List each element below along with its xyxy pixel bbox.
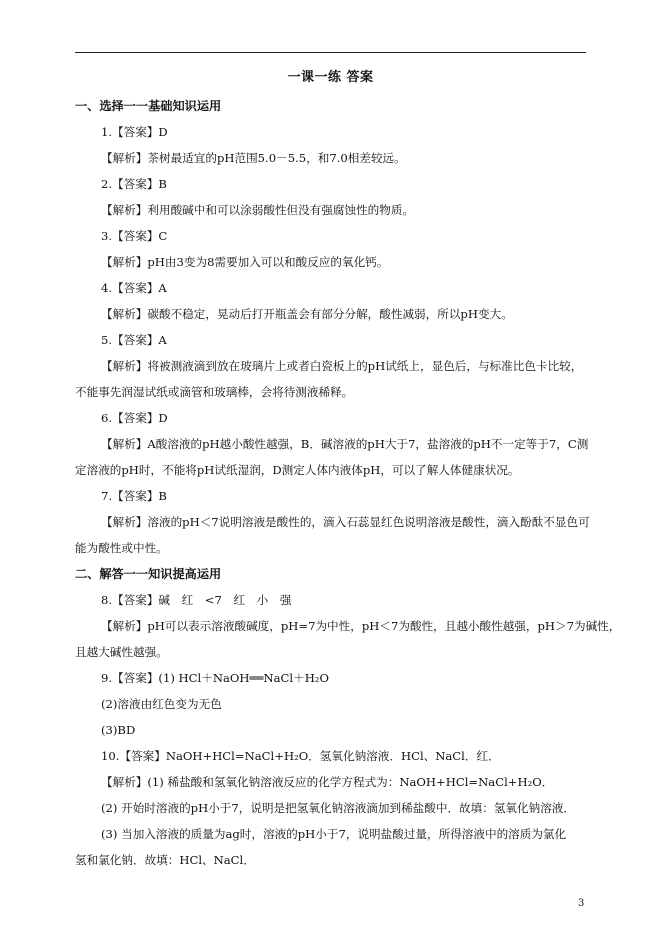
answer-subline: (2)溶液由红色变为无色 [101, 697, 222, 711]
analysis-line: 【解析】(1) 稀盐酸和氢氧化钠溶液反应的化学方程式为：NaOH+HCl=NaCl+H₂O． [101, 775, 554, 789]
page-number: 3 [578, 898, 585, 909]
analysis-line: 【解析】A酸溶液的pH越小酸性越强，B．碱溶液的pH大于7，盐溶液的pH不一定等于7，C测 [101, 437, 589, 451]
section-heading-2: 二、解答一一知识提高运用 [75, 567, 222, 581]
answer-line: 6.【答案】D [101, 411, 168, 425]
analysis-line-continued: 定溶液的pH时，不能将pH试纸湿润，D测定人体内液体pH，可以了解人体健康状况。 [75, 463, 520, 477]
analysis-line: 【解析】茶树最适宜的pH范围5.0－5.5，和7.0相差较远。 [101, 151, 406, 165]
answer-line: 10.【答案】NaOH+HCl=NaCl+H₂O．氢氧化钠溶液．HCl、NaCl．红． [101, 749, 500, 763]
answer-line: 9.【答案】(1) HCl＋NaOH══NaCl＋H₂O [101, 671, 329, 685]
analysis-line-continued: 且越大碱性越强。 [75, 645, 168, 659]
analysis-line: 【解析】碳酸不稳定，晃动后打开瓶盖会有部分分解，酸性减弱，所以pH变大。 [101, 307, 513, 321]
answer-subline: (3)BD [101, 723, 136, 737]
analysis-line: 【解析】将被测液滴到放在玻璃片上或者白瓷板上的pH试纸上，显色后，与标准比色卡比较， [101, 359, 583, 373]
section-heading-1: 一、选择一一基础知识运用 [75, 99, 222, 113]
analysis-line-continued: 能为酸性或中性。 [75, 541, 168, 555]
header-rule [75, 52, 586, 53]
answer-line: 2.【答案】B [101, 177, 167, 191]
answer-line: 8.【答案】碱 红 <7 红 小 强 [101, 593, 292, 607]
analysis-line: 【解析】pH由3变为8需要加入可以和酸反应的氧化钙。 [101, 255, 389, 269]
answer-line: 1.【答案】D [101, 125, 168, 139]
analysis-line: 【解析】溶液的pH＜7说明溶液是酸性的，滴入石蕊显红色说明溶液是酸性，滴入酚酞不显色可 [101, 515, 590, 529]
analysis-line: 【解析】pH可以表示溶液酸碱度，pH=7为中性，pH＜7为酸性，且越小酸性越强，pH＞7为碱性， [101, 619, 621, 633]
answer-line: 3.【答案】C [101, 229, 168, 243]
analysis-line: (3) 当加入溶液的质量为ag时，溶液的pH小于7，说明盐酸过量，所得溶液中的溶质为氯化 [101, 827, 567, 841]
analysis-line-continued: 不能事先润湿试纸或滴管和玻璃棒，会将待测液稀释。 [75, 385, 354, 399]
analysis-line: (2) 开始时溶液的pH小于7，说明是把氢氧化钠溶液滴加到稀盐酸中．故填：氢氧化钠溶液． [101, 801, 575, 815]
answer-line: 4.【答案】A [101, 281, 167, 295]
page-title: 一课一练 答案 [287, 70, 374, 85]
analysis-line: 【解析】利用酸碱中和可以涂弱酸性但没有强腐蚀性的物质。 [101, 203, 415, 217]
analysis-line-continued: 氢和氯化钠．故填：HCl、NaCl． [75, 853, 255, 867]
answer-line: 7.【答案】B [101, 489, 167, 503]
answer-line: 5.【答案】A [101, 333, 167, 347]
